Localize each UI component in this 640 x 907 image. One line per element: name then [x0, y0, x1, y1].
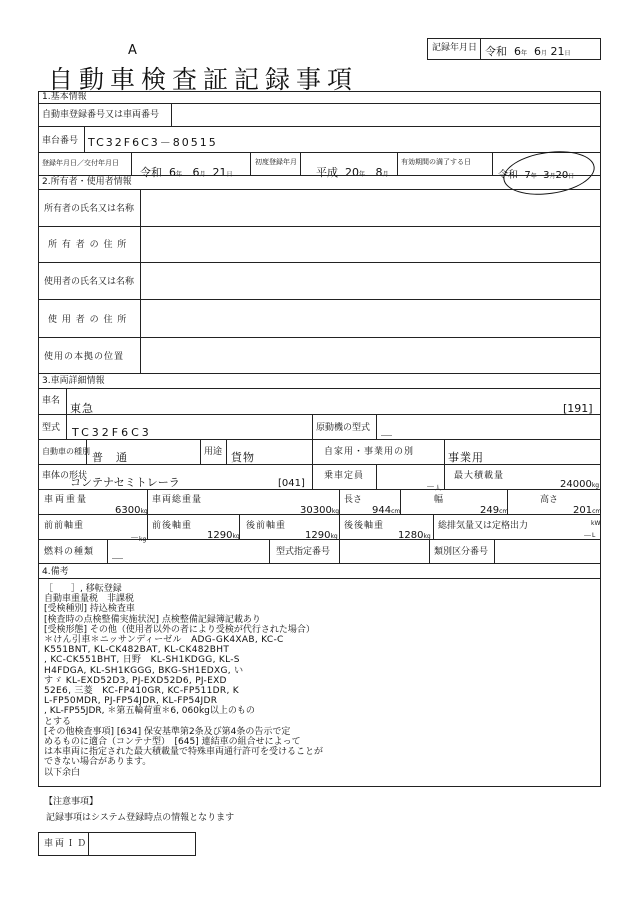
section3-heading: 3.車両詳細情報: [42, 376, 105, 386]
reg-number-label: 自動車登録番号又は車両番号: [42, 110, 160, 120]
kind-value: 普 通: [92, 451, 128, 464]
first-reg-value: 平成 20年 8月: [316, 166, 389, 179]
user-name-label: 使用者の氏名又は名称: [44, 277, 135, 287]
remarks-line: ＊けん引車＊ニッサンディーゼル ADG-GK4XAB, KC-C: [44, 635, 284, 646]
weight-label: 車両重量: [44, 495, 89, 505]
gross-label: 車両総重量: [152, 495, 203, 505]
height-value: 201cm: [573, 505, 602, 516]
displacement-unit-l: L: [592, 532, 596, 539]
remarks-line: 自動車重量税 非課税: [44, 594, 135, 605]
max-load-label: 最大積載量: [454, 471, 505, 481]
kind-label: 自動車の種別: [42, 447, 90, 456]
reg-date-label: 登録年月日／交付年月日: [42, 159, 119, 167]
width-value: 249cm: [480, 505, 509, 516]
maker-label: 車名: [42, 396, 61, 406]
owner-address-label: 所 有 者 の 住 所: [48, 240, 128, 250]
use-label: 用途: [204, 447, 223, 457]
remarks-line: [その他検査事項] [634] 保安基準第2条及び第4条の告示で定: [44, 726, 291, 737]
rr-axle-value: 1280kg: [398, 530, 431, 541]
notes-text: 記録事項はシステム登録時点の情報となります: [46, 813, 235, 823]
weight-value: 6300kg: [115, 505, 148, 516]
fr-axle-value: 1290kg: [207, 530, 240, 541]
fuel-label: 燃料の種類: [44, 547, 95, 557]
remarks-line: [受検種別] 持込検査車: [44, 604, 135, 615]
remarks-line: H4FDGA, KL-SH1KGGG, BKG-SH1EDXG, い: [44, 665, 244, 676]
owner-name-label: 所有者の氏名又は名称: [44, 204, 135, 214]
body-label: 車体の形状: [42, 471, 88, 481]
height-label: 高さ: [540, 495, 559, 505]
remarks-line: 以下余白: [44, 767, 81, 778]
remarks-line: とする: [44, 716, 72, 727]
page-title: 自動車検査証記録事項: [48, 65, 359, 94]
user-address-label: 使 用 者 の 住 所: [48, 315, 128, 325]
remarks-block: [44, 584, 329, 778]
displacement-label: 総排気量又は定格出力: [438, 521, 529, 531]
width-label: 幅: [434, 495, 444, 505]
remarks-line: は本車両に指定された最大積載量で特殊車両通行許可を受けることが: [44, 747, 324, 758]
displacement-value: －: [583, 532, 593, 542]
maker-value: 東急: [70, 402, 94, 415]
rr-axle-label: 後後軸重: [344, 521, 385, 531]
fuel-value: ＿: [112, 547, 124, 560]
expiry-value: 令和 7年 3月20日: [498, 170, 575, 181]
gross-value: 30300kg: [300, 505, 340, 516]
remarks-line: [受検形態] その他（使用者以外の者により受検が代行された場合）: [44, 624, 315, 635]
record-date-label: 記録年月日: [432, 43, 478, 53]
capacity-label: 乗車定員: [324, 471, 365, 481]
section2-heading: 2.所有者・使用者情報: [42, 177, 132, 187]
remarks-line: めるものに適合（コンテナ型） [645] 連結車の組合せによって: [44, 737, 301, 748]
remarks-line: K551BNT, KL-CK482BAT, KL-CK482BHT: [44, 645, 230, 656]
use-value: 貨物: [231, 451, 255, 464]
remarks-line: ［ ］, 移転登録: [44, 584, 122, 594]
chassis-label: 車台番号: [42, 136, 79, 146]
type-designation-label: 型式指定番号: [276, 547, 331, 557]
chassis-value: TC32F6C3－80515: [88, 136, 218, 149]
remarks-line: , KL-FP55JDR, ＊第五輪荷重＊6, 060kg以上のもの: [44, 706, 255, 717]
first-reg-label: 初度登録年月: [255, 158, 297, 166]
remarks-line: できない場合があります。: [44, 757, 152, 768]
length-label: 長さ: [344, 495, 363, 505]
engine-value: ＿: [381, 424, 393, 437]
category-label: 類別区分番号: [434, 547, 489, 557]
vehicle-id-label: 車両ＩＤ: [44, 839, 89, 849]
section4-heading: 4.備考: [42, 567, 69, 577]
displacement-unit-kw: kW: [591, 520, 601, 527]
notes-heading: 【注意事項】: [44, 797, 99, 807]
body-value: コンテナセミトレーラ: [70, 476, 180, 489]
remarks-line: 52E6, 三菱 KC-FP410GR, KC-FP511DR, K: [44, 686, 239, 697]
doc-mark: A: [128, 43, 137, 58]
remarks-line: , KC-CK551BHT, 日野 KL-SH1KDGG, KL-S: [44, 655, 240, 666]
fr-axle-label: 前後軸重: [152, 521, 193, 531]
model-value: TC32F6C3: [72, 426, 152, 439]
section1-heading: 1.基本情報: [42, 92, 87, 102]
reg-date-value: 令和 6年 6月 21日: [140, 166, 233, 179]
ff-axle-label: 前前軸重: [44, 521, 85, 531]
capacity-value: －人: [426, 483, 442, 493]
length-value: 944cm: [372, 505, 401, 516]
body-code: [041]: [278, 478, 305, 489]
rf-axle-value: 1290kg: [305, 530, 338, 541]
base-label: 使用の本拠の位置: [44, 352, 125, 362]
business-label: 自家用・事業用の別: [324, 447, 415, 457]
remarks-line: すゞ KL-EXD52D3, PJ-EXD52D6, PJ-EXD: [44, 675, 227, 686]
rf-axle-label: 後前軸重: [246, 521, 287, 531]
max-load-value: 24000kg: [560, 479, 600, 490]
business-value: 事業用: [448, 451, 484, 464]
maker-code: [191]: [563, 402, 593, 415]
remarks-line: L-FP50MDR, PJ-FP54JDR, KL-FP54JDR: [44, 696, 218, 707]
remarks-line: [検査時の点検整備実施状況] 点検整備記録簿記載あり: [44, 614, 261, 625]
record-date-value: 令和 6年 6月 21日: [485, 45, 571, 58]
model-label: 型式: [42, 423, 61, 433]
expiry-label: 有効期間の満了する日: [401, 158, 471, 166]
engine-label: 原動機の型式: [316, 423, 371, 433]
ff-axle-value: －kg: [130, 534, 147, 544]
